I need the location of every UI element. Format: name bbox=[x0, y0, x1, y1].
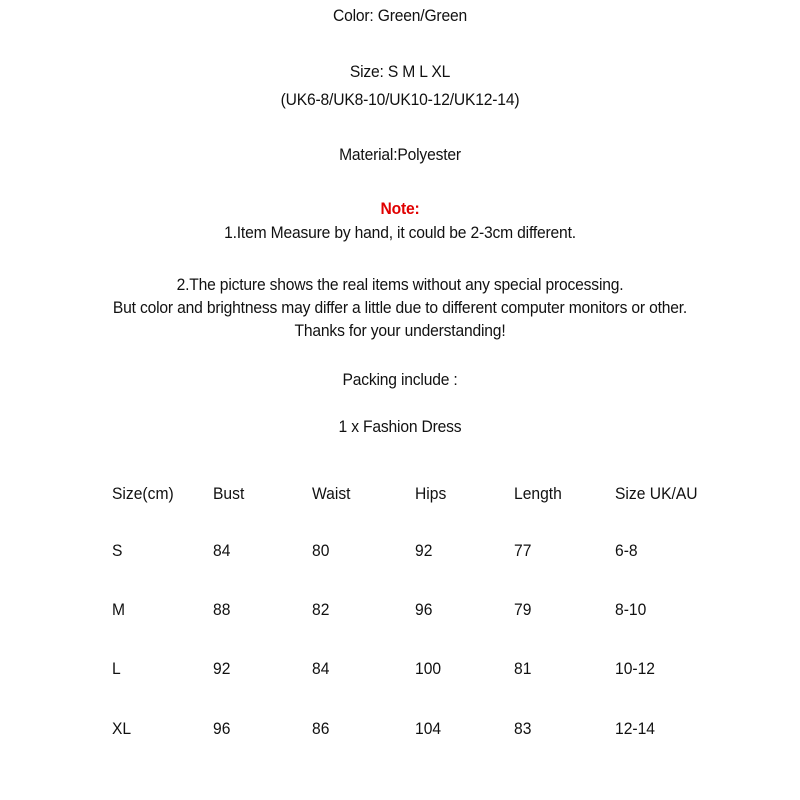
table-cell: M bbox=[112, 600, 126, 619]
table-header-cell: Hips bbox=[415, 484, 447, 503]
note-title: Note: bbox=[380, 199, 420, 218]
table-header-cell: Size UK/AU bbox=[615, 484, 698, 503]
size-uk-line: (UK6-8/UK8-10/UK10-12/UK12-14) bbox=[280, 90, 520, 109]
table-cell: 8-10 bbox=[615, 600, 647, 619]
table-cell: 82 bbox=[312, 600, 330, 619]
table-cell: 84 bbox=[312, 659, 330, 678]
note-item-2-continued: But color and brightness may differ a little due to different computer monitors or other. bbox=[112, 298, 688, 317]
note-item-1: 1.Item Measure by hand, it could be 2-3cm different. bbox=[224, 223, 576, 242]
packing-title: Packing include : bbox=[342, 370, 458, 389]
thanks-line: Thanks for your understanding! bbox=[294, 321, 506, 340]
table-cell: 86 bbox=[312, 719, 330, 738]
table-cell: 6-8 bbox=[615, 541, 638, 560]
table-header-cell: Length bbox=[514, 484, 562, 503]
table-cell: 77 bbox=[514, 541, 532, 560]
table-cell: 92 bbox=[213, 659, 231, 678]
table-cell: 92 bbox=[415, 541, 433, 560]
size-line: Size: S M L XL bbox=[349, 62, 451, 81]
table-cell: 80 bbox=[312, 541, 330, 560]
table-header-cell: Size(cm) bbox=[112, 484, 174, 503]
table-cell: 84 bbox=[213, 541, 231, 560]
table-cell: 81 bbox=[514, 659, 532, 678]
table-cell: L bbox=[112, 659, 121, 678]
table-cell: 100 bbox=[415, 659, 442, 678]
table-cell: 104 bbox=[415, 719, 442, 738]
table-cell: 83 bbox=[514, 719, 532, 738]
material-line: Material:Polyester bbox=[339, 145, 461, 164]
table-cell: S bbox=[112, 541, 123, 560]
table-cell: 10-12 bbox=[615, 659, 656, 678]
packing-item: 1 x Fashion Dress bbox=[338, 417, 462, 436]
table-header-cell: Waist bbox=[312, 484, 351, 503]
table-cell: 88 bbox=[213, 600, 231, 619]
table-cell: 96 bbox=[213, 719, 231, 738]
color-line: Color: Green/Green bbox=[332, 6, 468, 25]
note-item-2: 2.The picture shows the real items without any special processing. bbox=[176, 275, 624, 294]
table-header-cell: Bust bbox=[213, 484, 245, 503]
table-cell: 79 bbox=[514, 600, 532, 619]
table-cell: 12-14 bbox=[615, 719, 656, 738]
table-cell: XL bbox=[112, 719, 132, 738]
table-cell: 96 bbox=[415, 600, 433, 619]
